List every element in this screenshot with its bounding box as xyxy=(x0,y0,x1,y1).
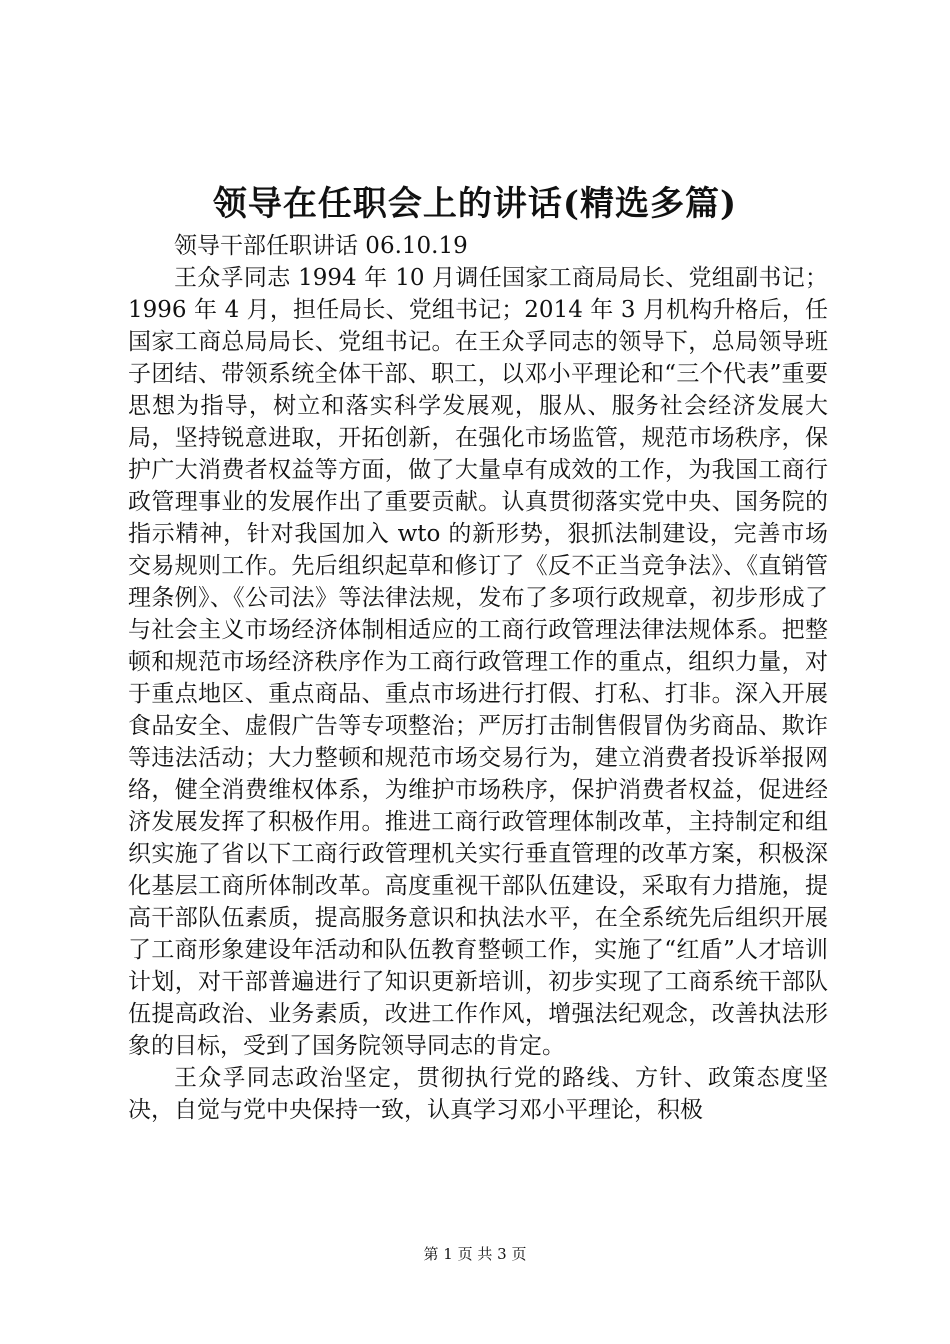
page-footer: 第 1 页 共 3 页 xyxy=(423,1245,527,1263)
subtitle-line: 领导干部任职讲话 06.10.19 xyxy=(174,233,468,259)
body-paragraph: 王众孚同志 1994 年 10 月调任国家工商局局长、党组副书记；1996 年 4 月，担任局长、党组书记；2014 年 3 月机构升格后，任国家工商总局局长、党组书记。在王众孚同志的领导下，总局领导班子团结、带领系统全体干部、职工，以邓小平理论和“三个代表”重要思想为指导，树立和落实科学发展观，服从、服务社会经济发展大局，坚持锐意进取，开拓创新，在强化市场监管，规范市场秩序，保护广大消费者权益等方面，做了大量卓有成效的工作，为我国工商行政管理事业的发展作出了重要贡献。认真贯彻落实党中央、国务院的指示精神，针对我国加入 wto 的新形势，狠抓法制建设，完善市场交易规则工作。先后组织起草和修订了《反不正当竞争法》、《直销管理条例》、《公司法》等法律法规，发布了多项行政规章，初步形成了与社会主义市场经济体制相适应的工商行政管理法律法规体系。把整顿和规范市场经济秩序作为工商行政管理工作的重点，组织力量，对于重点地区、重点商品、重点市场进行打假、打私、打非。深入开展食品安全、虚假广告等专项整治；严厉打击制售假冒伪劣商品、欺诈等违法活动；大力整顿和规范市场交易行为，建立消费者投诉举报网络，健全消费维权体系，为维护市场秩序，保护消费者权益，促进经济发展发挥了积极作用。推进工商行政管理体制改革，主持制定和组织实施了省以下工商行政管理机关实行垂直管理的改革方案，积极深化基层工商所体制改革。高度重视干部队伍建设，采取有力措施，提高干部队伍素质，提高服务意识和执法水平，在全系统先后组织开展了工商形象建设年活动和队伍教育整顿工作，实施了“红盾”人才培训计划，对干部普遍进行了知识更新培训，初步实现了工商系统干部队伍提高政治、业务素质，改进工作作风，增强法纪观念，改善执法形象的目标，受到了国务院领导同志的肯定。 xyxy=(128,265,828,1059)
body-paragraph: 王众孚同志政治坚定，贯彻执行党的路线、方针、政策态度坚决，自觉与党中央保持一致，认真学习邓小平理论，积极 xyxy=(128,1065,828,1123)
document-body xyxy=(128,230,828,1126)
document-title: 领导在任职会上的讲话(精选多篇) xyxy=(212,184,738,224)
